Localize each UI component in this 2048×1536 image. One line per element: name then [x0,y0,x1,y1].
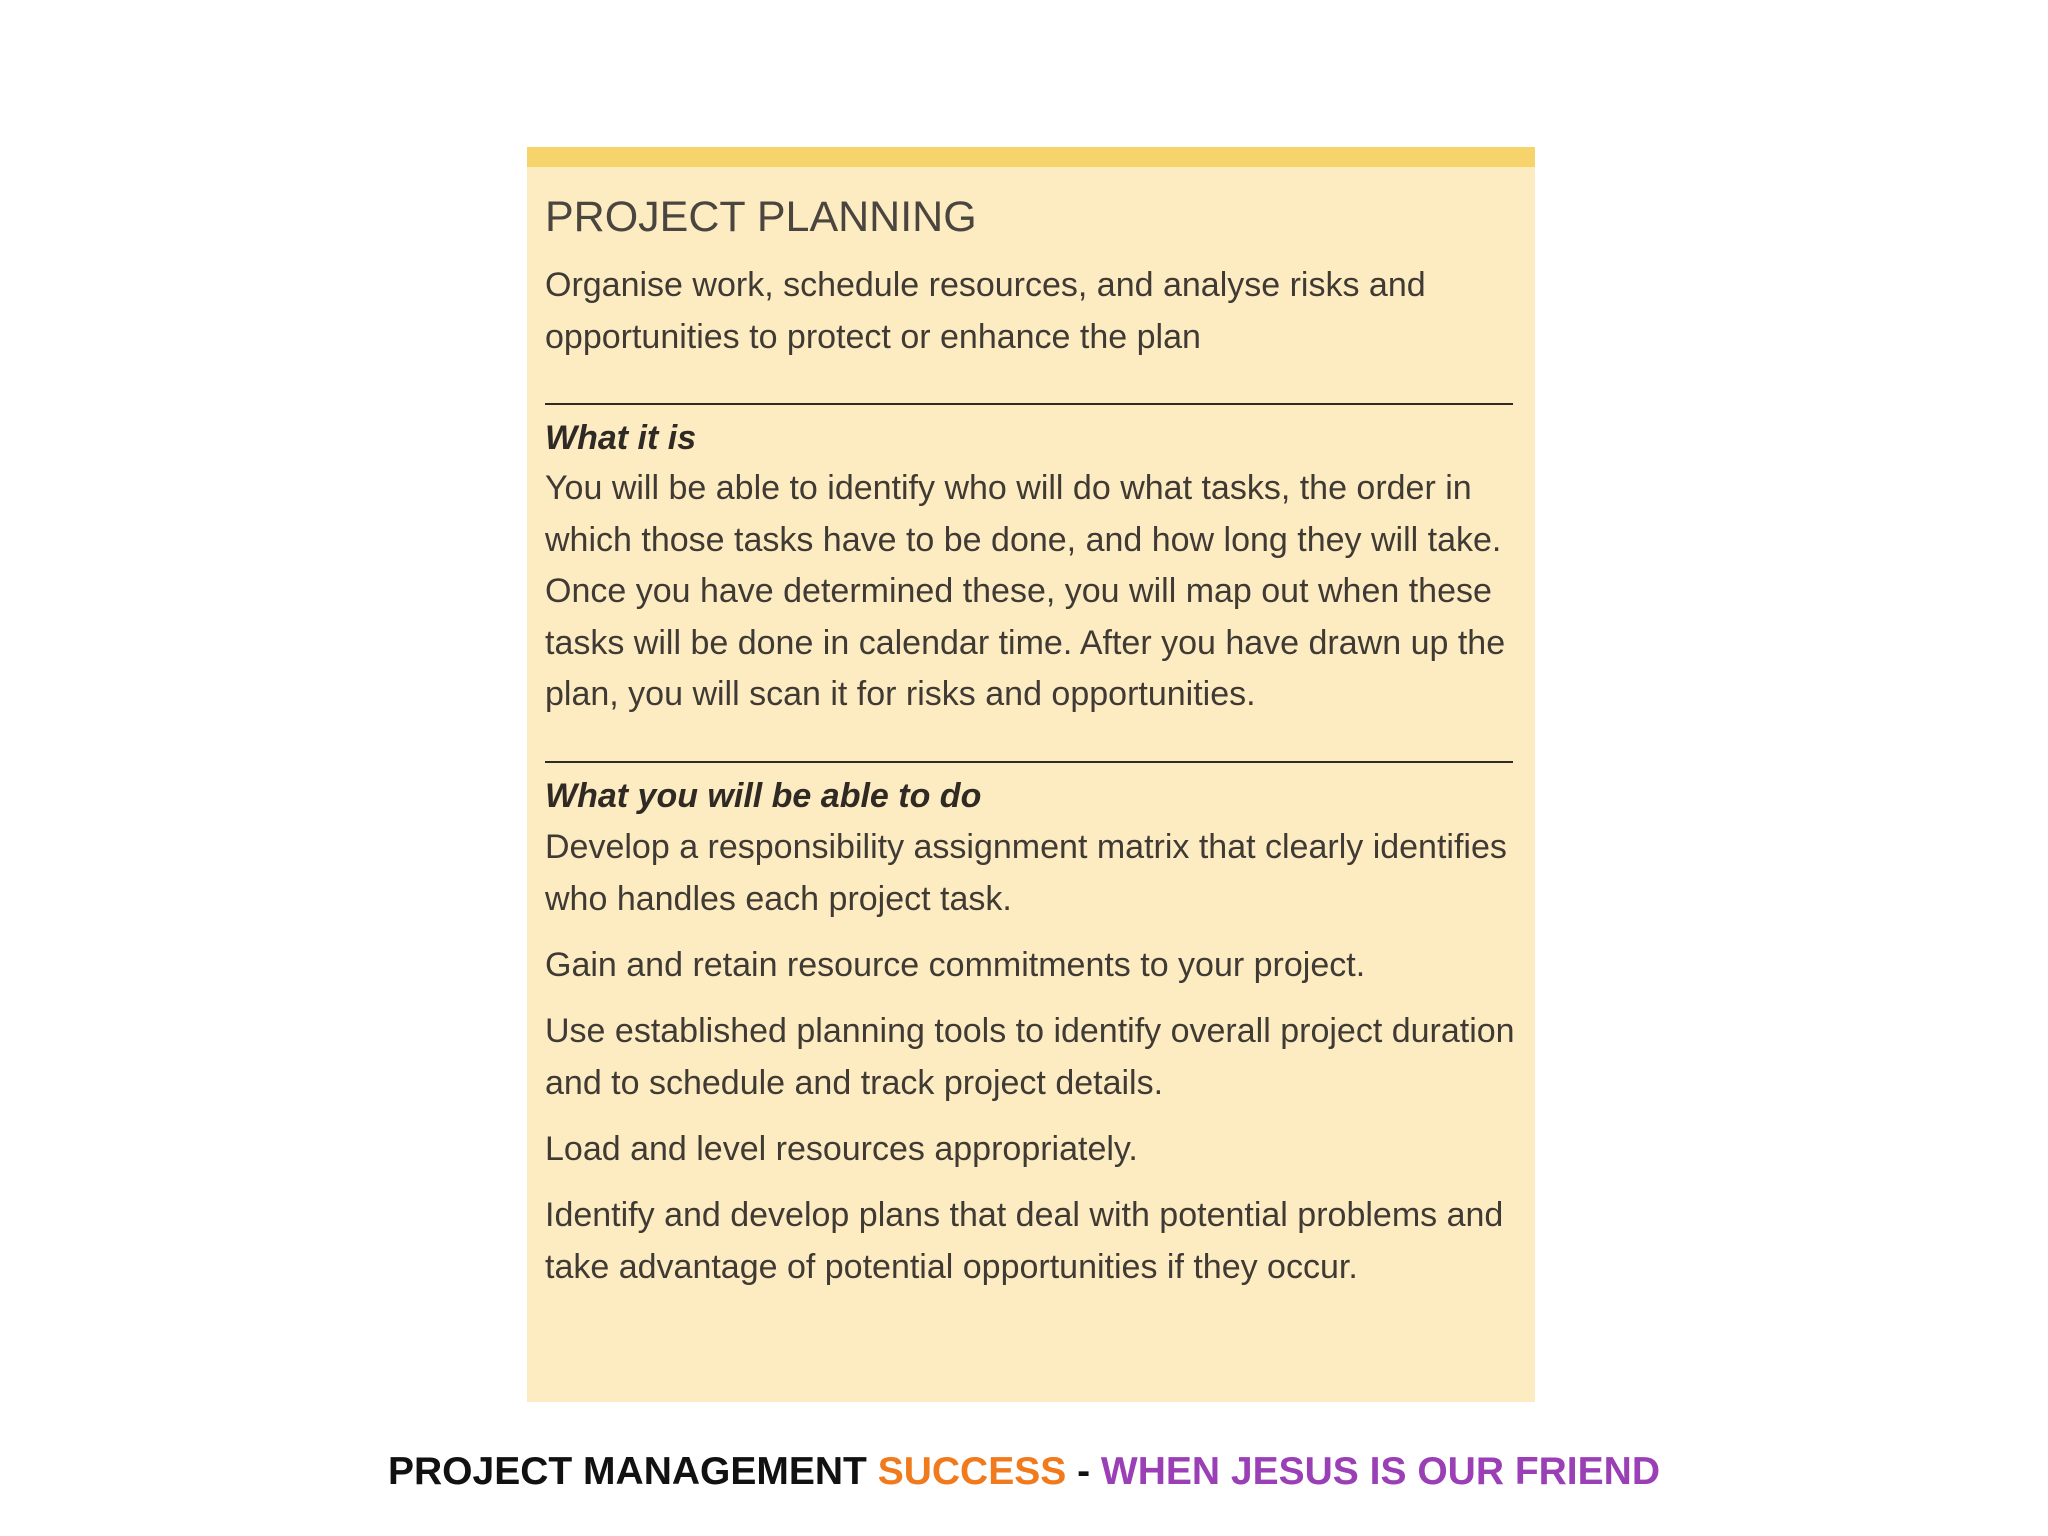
card-subtitle: Organise work, schedule resources, and analyse risks and opportunities to protect or enhance the plan [545,266,1426,356]
section-divider-1 [545,403,1513,405]
ability-item: Load and level resources appropriately. [545,1129,1138,1168]
section-what-it-is [545,413,1515,721]
footer-part-project-management: PROJECT MANAGEMENT [388,1450,878,1493]
section-heading-what-it-is: What it is [545,419,697,457]
card-top-bar [527,147,1535,167]
footer-part-dash: - [1066,1450,1101,1493]
footer-part-when-jesus: WHEN JESUS IS OUR FRIEND [1100,1450,1660,1493]
section-divider-2 [545,761,1513,763]
footer-caption [0,1448,2048,1496]
ability-item: Develop a responsibility assignment matrix that clearly identifies who handles each project task. [545,827,1507,918]
section-what-you-will-do [545,771,1515,1293]
ability-item: Gain and retain resource commitments to your project. [545,945,1366,984]
abilities-list [545,821,1515,1293]
project-planning-card [527,147,1535,1402]
footer-part-success: SUCCESS [877,1450,1067,1493]
section-heading-what-you-will-do: What you will be able to do [545,776,982,815]
section-body-what-it-is: You will be able to identify who will do what tasks, the order in which those tasks have to be done, and how long they will take. Once you have determined these, you will map out when these tasks will be done in calendar time. After you have drawn up the plan, you will scan it for risks and opportunities. [545,469,1506,713]
card-content [545,189,1515,1307]
card-title: PROJECT PLANNING [545,193,977,241]
ability-item: Use established planning tools to identify overall project duration and to schedule and track project details. [545,1011,1515,1102]
ability-item: Identify and develop plans that deal with potential problems and take advantage of potential opportunities if they occur. [545,1195,1504,1286]
